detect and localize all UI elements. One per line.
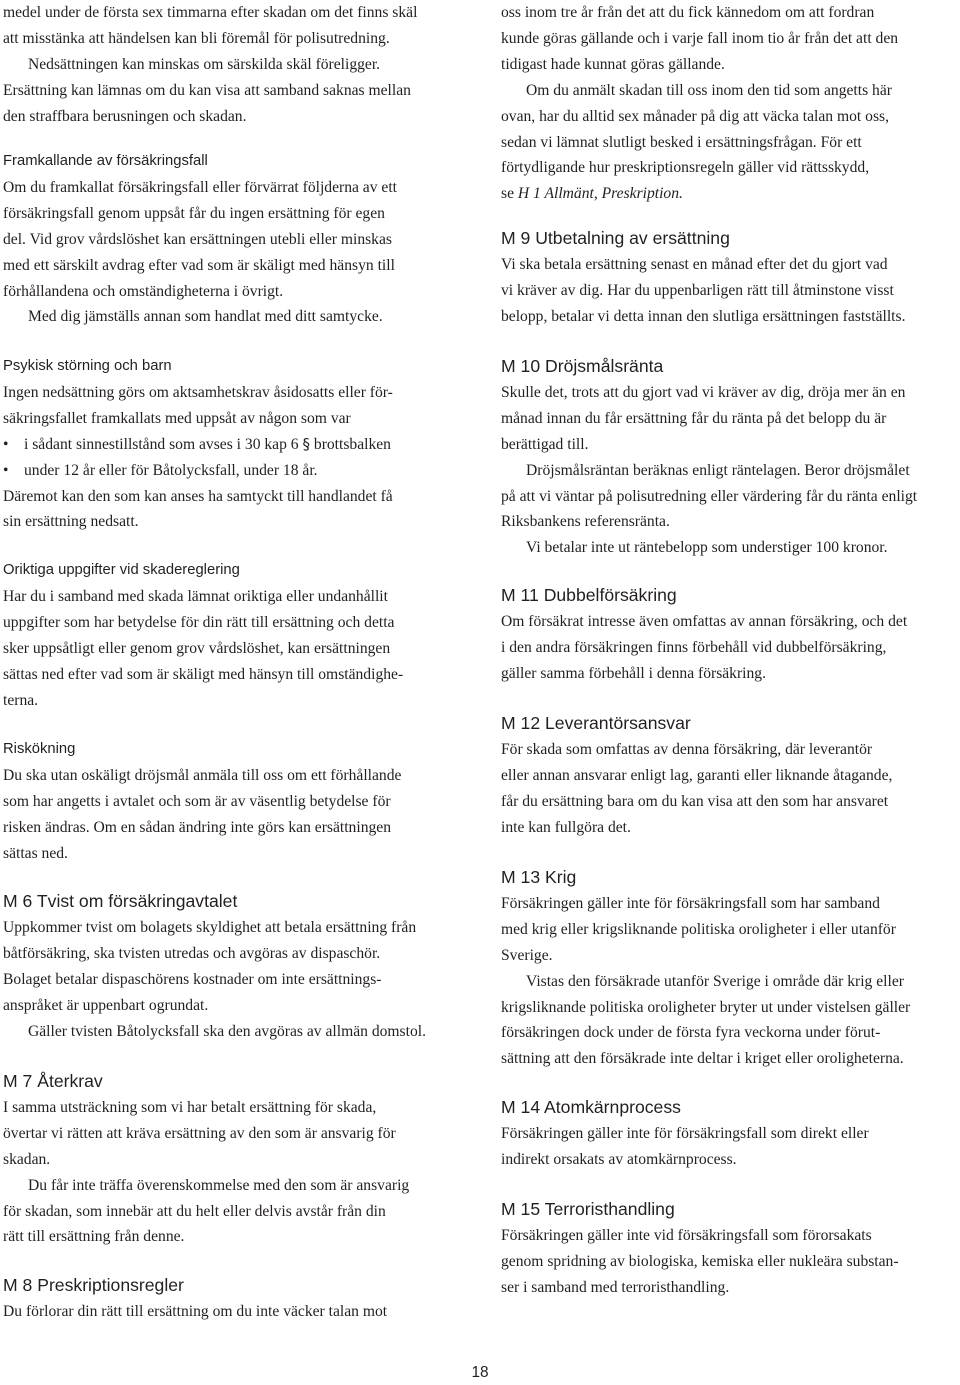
section-heading: M 12 Leverantörsansvar — [501, 713, 691, 733]
paragraph: För skada som omfattas av denna försäkring, där leverantör eller annan ansvarar enligt lag, garanti eller liknande åtagande, får du ersättning bara om du kan visa att den som har ansvaret inte kan fullgöra det. — [501, 740, 893, 836]
section-heading: M 11 Dubbelförsäkring — [501, 585, 677, 605]
paragraph: Försäkringen gäller inte för försäkringsfall som har samband med krig eller krigsliknande politiska oroligheter i eller utanför Sverige. — [501, 894, 896, 964]
list-item: • under 12 år eller för Båtolycksfall, under 18 år. — [3, 458, 471, 484]
section-heading: M 13 Krig — [501, 867, 577, 887]
m15-section — [501, 1197, 960, 1301]
paragraph: I samma utsträckning som vi har betalt ersättning för skada, övertar vi rätten att kräva ersättning av den som är ansvarig för skadan. — [3, 1098, 396, 1168]
paragraph: Har du i samband med skada lämnat oriktiga eller undanhållit uppgifter som har betydelse för din rätt till ersättning och detta sker uppsåtligt eller genom grov vårdslöshet, kan ersättningen sättas ned efter vad som är skäligt med hänsyn till omständighe- terna. — [3, 587, 404, 709]
section-heading: Psykisk störning och barn — [3, 358, 172, 374]
page-number: 18 — [471, 1364, 489, 1381]
paragraph: Du får inte träffa överenskommelse med den som är ansvarig för skadan, som innebär att du helt eller delvis avstår från din rätt till ersättning från denne. — [3, 1176, 410, 1246]
section-heading: M 7 Återkrav — [3, 1071, 103, 1091]
paragraph: Nedsättningen kan minskas om särskilda skäl föreligger. — [28, 55, 381, 73]
paragraph: Gäller tvisten Båtolycksfall ska den avgöras av allmän domstol. — [28, 1022, 426, 1040]
section-heading: M 6 Tvist om försäkringavtalet — [3, 891, 238, 911]
bullet-icon: • — [3, 461, 9, 479]
m9-section — [501, 226, 960, 330]
section-heading: M 14 Atomkärnprocess — [501, 1097, 681, 1117]
paragraph: Ersättning kan lämnas om du kan visa att samband saknas mellan den straffbara berusningen och skadan. — [3, 81, 411, 125]
paragraph: medel under de första sex timmarna efter skadan om det finns skäl att misstänka att händelsen kan bli föremål för polisutredning. — [3, 4, 418, 47]
paragraph: Däremot kan den som kan anses ha samtyckt till handlandet få sin ersättning nedsatt. — [3, 487, 393, 531]
paragraph: Vi betalar inte ut räntebelopp som understiger 100 kronor. — [526, 539, 888, 557]
section-heading: M 10 Dröjsmålsränta — [501, 356, 664, 376]
section-sign-icon: § — [302, 434, 310, 453]
section-heading: Riskökning — [3, 741, 76, 757]
riskokning-section — [3, 737, 471, 867]
oriktiga-section — [3, 558, 471, 713]
paragraph: Om du anmält skadan till oss inom den tid som angetts här ovan, har du alltid sex månader på dig att väcka talan mot oss, sedan vi lämnat slutligt besked i ersättningsfrågan. För ett förtydligande hur preskriptionsregeln gäller vid rättsskydd, se H 1 Allmänt, Preskription. — [501, 81, 892, 203]
psykisk-section — [3, 354, 471, 535]
list-item: • i sådant sinnestillstånd som avses i 30 kap 6 § brottsbalken — [3, 432, 471, 458]
section-heading: M 8 Preskriptionsregler — [3, 1275, 184, 1295]
m13-section — [501, 865, 960, 1072]
paragraph: Dröjsmålsräntan beräknas enligt räntelagen. Beror dröjsmålet på att vi väntar på polisutredning eller värdering får du ränta enligt Riksbankens referensränta. — [501, 461, 918, 531]
m14-section — [501, 1095, 960, 1173]
intro-section — [501, 0, 960, 207]
cross-reference: H 1 Allmänt, Preskription. — [517, 185, 683, 203]
paragraph: Uppkommer tvist om bolagets skyldighet att betala ersättning från båtförsäkring, ska tvisten utredas och avgöras av dispaschör. Bolaget betalar dispaschörens kostnader om inte ersättnings- anspråket är uppenbart ogrundat. — [3, 918, 417, 1014]
paragraph: Om försäkrat intresse även omfattas av annan försäkring, och det i den andra försäkringen finns förbehåll vid dubbelförsäkring, gäller samma förbehåll i denna försäkring. — [501, 612, 908, 682]
paragraph: Skulle det, trots att du gjort vad vi kräver av dig, dröja mer än en månad innan du får ersättning får du ränta på det belopp du är berättigad till. — [501, 383, 906, 453]
paragraph: oss inom tre år från det att du fick kännedom om att fordran kunde göras gällande och i varje fall inom tio år från det att den tidigast hade kunnat göras gällande. — [501, 4, 899, 73]
m11-section — [501, 583, 960, 687]
m8-section — [3, 1273, 471, 1325]
section-heading: Oriktiga uppgifter vid skadereglering — [3, 562, 240, 578]
paragraph: Vi ska betala ersättning senast en månad efter det du gjort vad vi kräver av dig. Har du uppenbarligen rätt till åtminstone visst belopp, betalar vi detta innan den slutliga ersättningen fastställts. — [501, 255, 906, 325]
paragraph: Om du framkallat försäkringsfall eller förvärrat följderna av ett försäkringsfall genom uppsåt får du ingen ersättning för egen del. Vid grov vårdslöshet kan ersättningen utebli eller minskas med ett särskilt avdrag efter vad som är skäligt med hänsyn till förhållandena och omständigheterna i övrigt. — [3, 178, 398, 300]
m12-section — [501, 711, 960, 841]
bullet-list — [3, 432, 471, 484]
paragraph: Med dig jämställs annan som handlat med ditt samtycke. — [28, 308, 383, 326]
paragraph: Vistas den försäkrade utanför Sverige i område där krig eller krigsliknande politiska oroligheter bryter ut under vistelsen gäller försäkringen dock under de första fyra veckorna under förut- sättning att den försäkrade inte deltar i kriget eller oroligheterna. — [501, 972, 911, 1068]
paragraph: Ingen nedsättning görs om aktsamhetskrav åsidosatts eller för- säkringsfallet framkallats med uppsåt av någon som var — [3, 383, 393, 427]
section-heading: M 9 Utbetalning av ersättning — [501, 228, 730, 248]
m10-section — [501, 354, 960, 561]
section-heading: Framkallande av försäkringsfall — [3, 153, 208, 169]
framkallande-section — [3, 149, 471, 330]
paragraph: Du förlorar din rätt till ersättning om du inte väcker talan mot — [3, 1302, 388, 1320]
paragraph: Försäkringen gäller inte vid försäkringsfall som förorsakats genom spridning av biologiska, kemiska eller nukleära substan- ser i samband med terroristhandling. — [501, 1226, 899, 1296]
m6-section — [3, 889, 471, 1044]
section-heading: M 15 Terroristhandling — [501, 1199, 675, 1219]
m7-section — [3, 1069, 471, 1250]
bullet-icon: • — [3, 435, 9, 453]
intro-section — [3, 0, 471, 130]
paragraph: Du ska utan oskäligt dröjsmål anmäla till oss om ett förhållande som har angetts i avtalet och som är av väsentlig betydelse för risken ändras. Om en sådan ändring inte görs kan ersättningen sättas ned. — [3, 766, 402, 862]
paragraph: Försäkringen gäller inte för försäkringsfall som direkt eller indirekt orsakats av atomkärnprocess. — [501, 1124, 869, 1168]
